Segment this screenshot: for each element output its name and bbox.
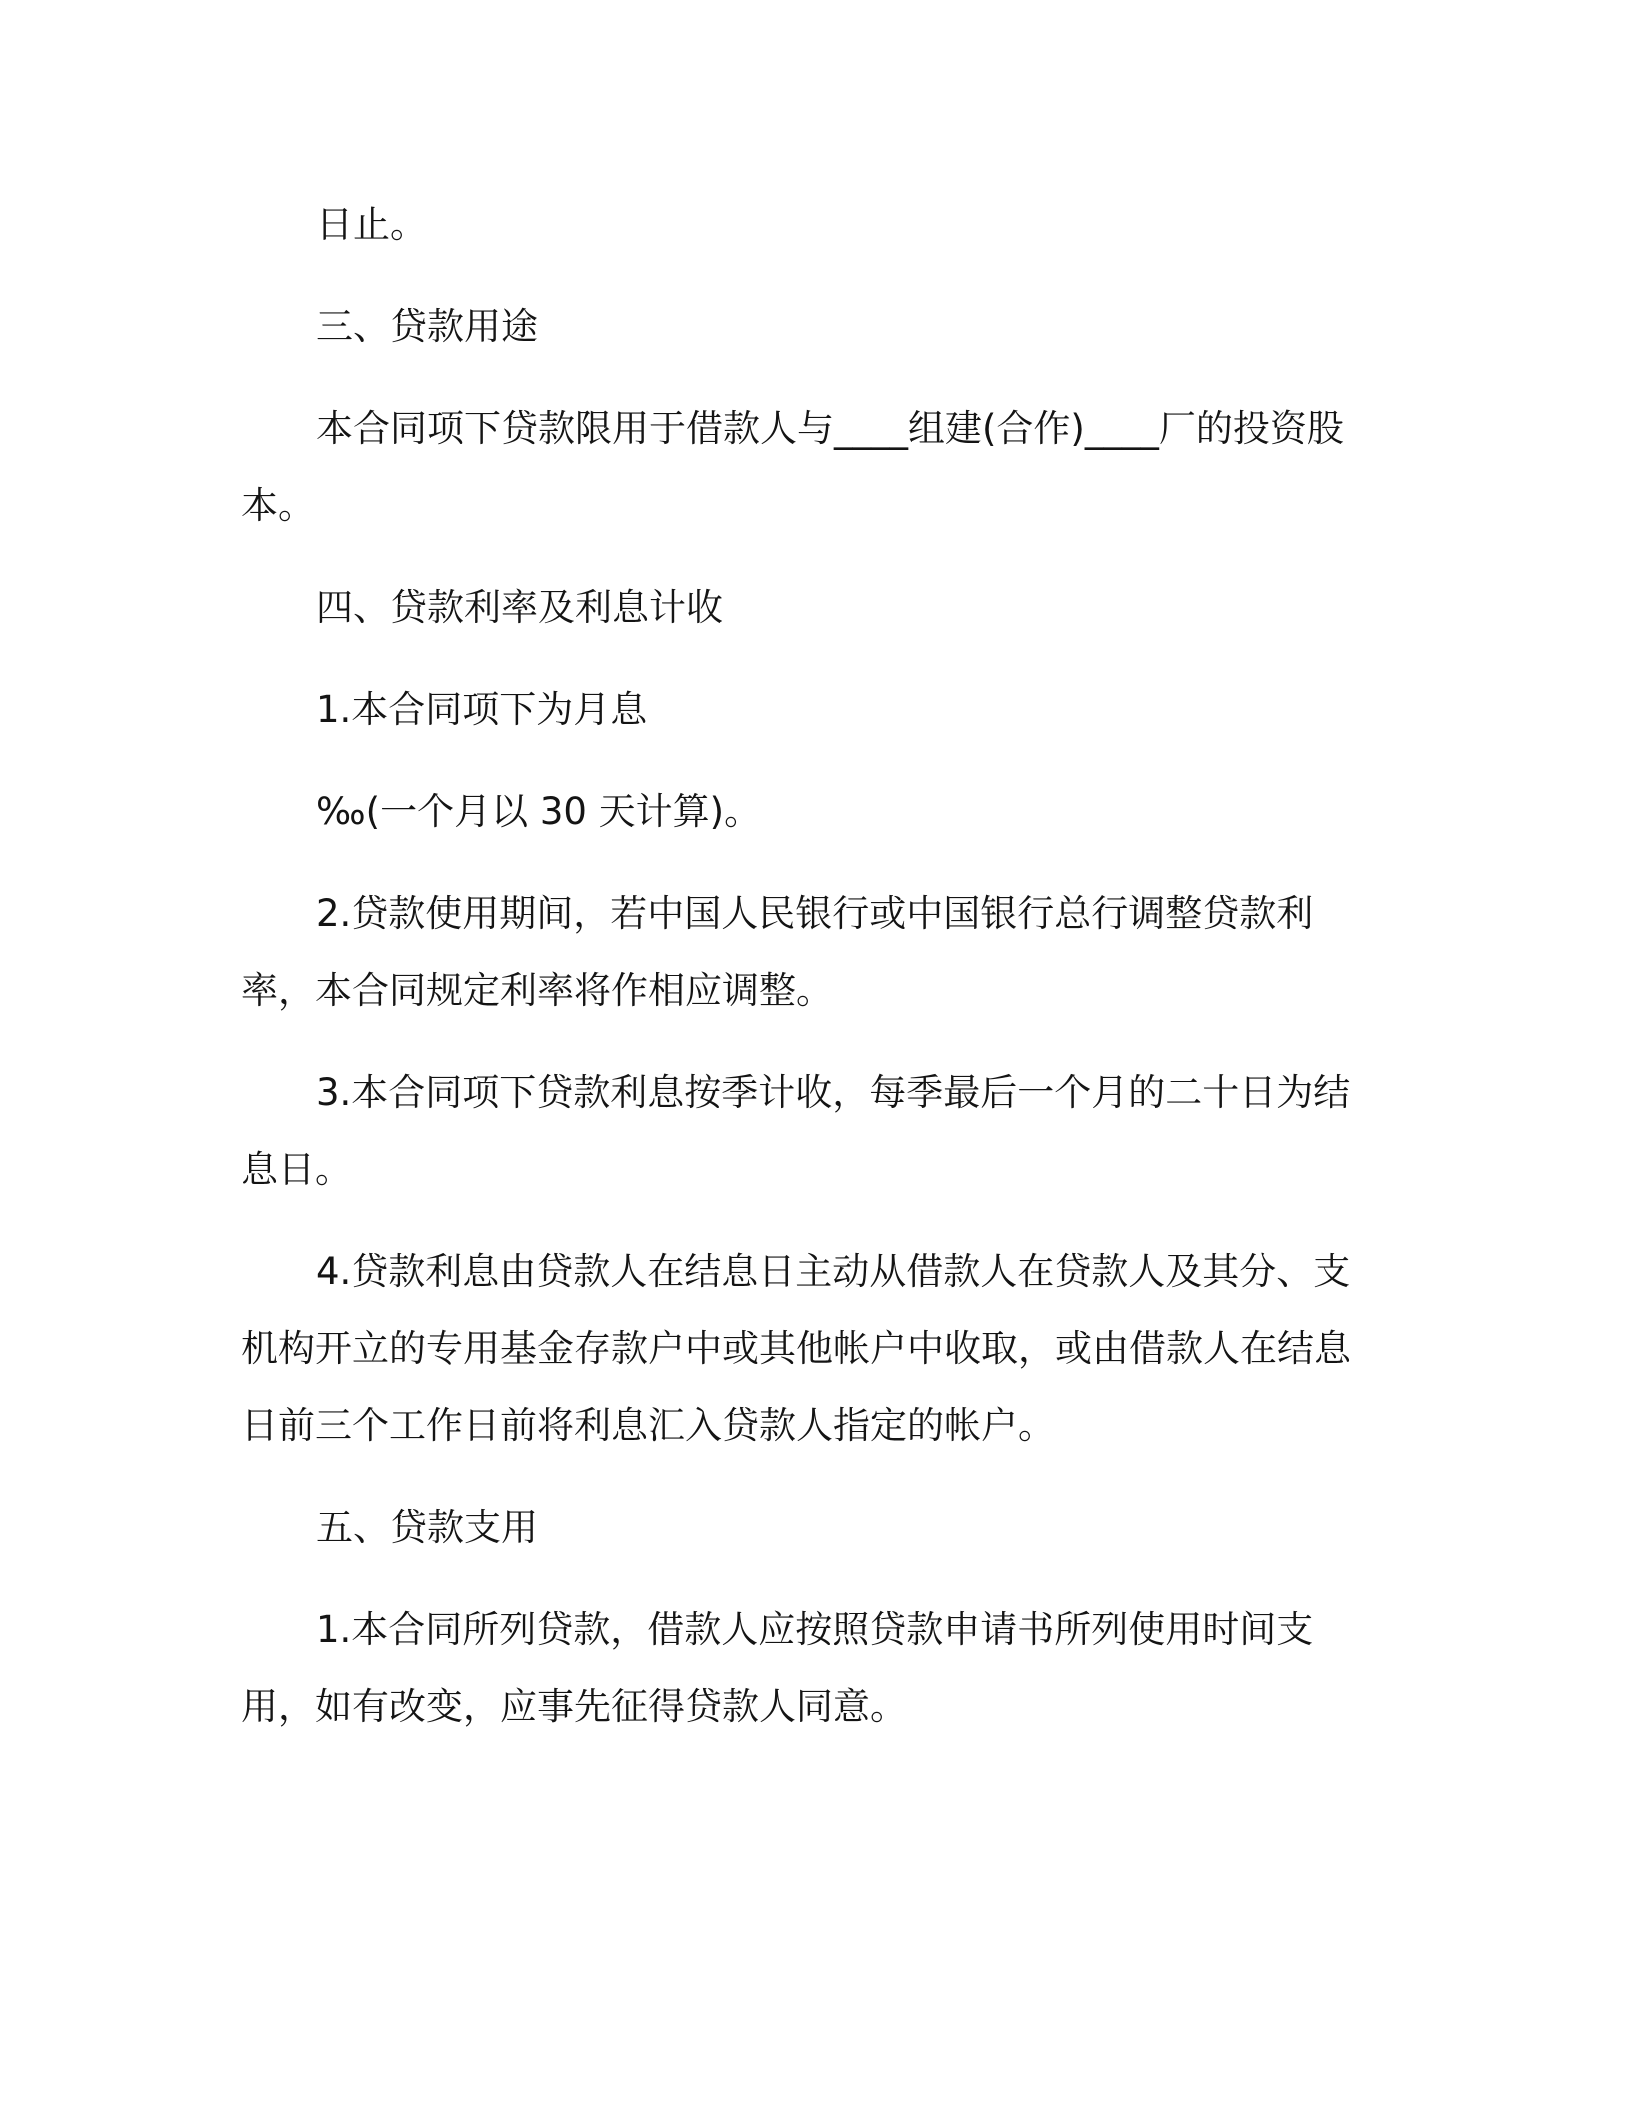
document-body <box>241 186 1371 1745</box>
paragraph-loan-purpose: 本合同项下贷款限用于借款人与____组建(合作)____厂的投资股本。 <box>241 407 1344 527</box>
heading-interest-rate: 四、贷款利率及利息计收 <box>316 586 723 629</box>
paragraph-quarterly-interest: 3.本合同项下贷款利息按季计收，每季最后一个月的二十日为结息日。 <box>241 1071 1351 1191</box>
paragraph-interest-collection: 4.贷款利息由贷款人在结息日主动从借款人在贷款人及其分、支机构开立的专用基金存款户中或其他帐户中收取，或由借款人在结息日前三个工作日前将利息汇入贷款人指定的帐户。 <box>241 1250 1351 1447</box>
paragraph-end-date: 日止。 <box>316 203 427 246</box>
paragraph-drawdown-schedule: 1.本合同所列贷款，借款人应按照贷款申请书所列使用时间支用，如有改变，应事先征得贷款人同意。 <box>241 1608 1314 1728</box>
paragraph-rate-adjustment: 2.贷款使用期间，若中国人民银行或中国银行总行调整贷款利率，本合同规定利率将作相应调整。 <box>241 892 1314 1012</box>
paragraph-monthly-interest: 1.本合同项下为月息 <box>316 688 648 731</box>
heading-loan-drawdown: 五、贷款支用 <box>316 1506 538 1549</box>
heading-loan-purpose: 三、贷款用途 <box>316 305 538 348</box>
paragraph-per-mille: ‰(一个月以 30 天计算)。 <box>316 790 762 833</box>
